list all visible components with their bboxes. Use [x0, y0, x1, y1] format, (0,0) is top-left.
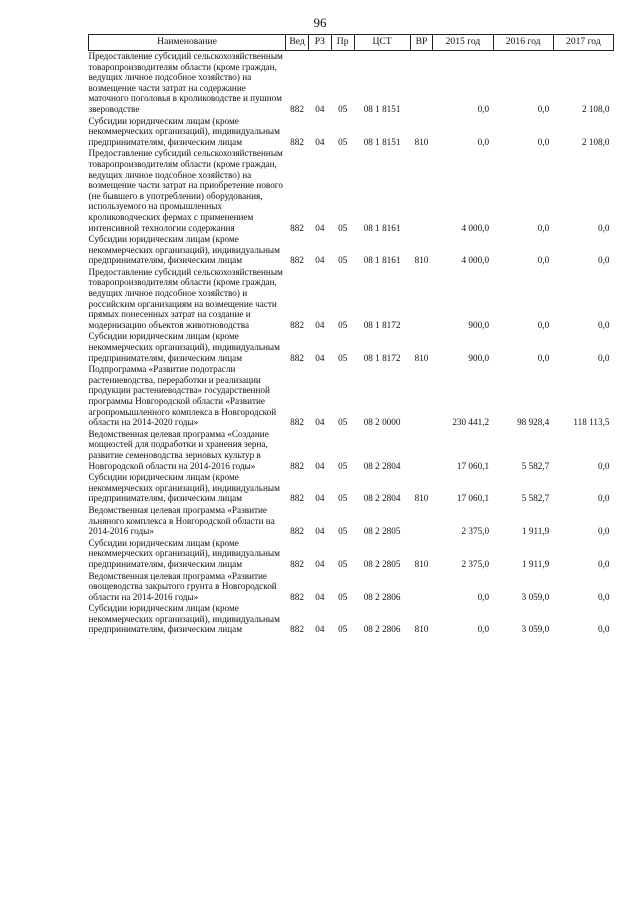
cell-vr: [410, 51, 433, 116]
header-vr: ВР: [410, 35, 433, 51]
cell-vr: 810: [414, 493, 429, 504]
cell-ved: 882: [290, 460, 304, 471]
cell-name: Подпрограмма «Развитие подотрасли растениеводства, переработки и реализации продукции растениеводства» государственной программы Новгородской области «Развитие агропромышленного комплекса в Новгородской области на 2014-2020 годы»: [88, 364, 277, 428]
cell-ved: 882: [290, 493, 304, 504]
cell-vr: 810: [414, 255, 429, 266]
cell-ved: 882: [290, 103, 304, 114]
cell-rz: 04: [315, 460, 325, 471]
cell-cst: 08 2 2806: [363, 624, 401, 635]
cell-name: Предоставление субсидий сельскохозяйственным товаропроизводителям области (кроме граждан, ведущих личное подсобное хозяйство) на возмещение части затрат на приобретение нового (не бывшего в употреблении) оборудования, используемого на промышленных кролиководческих фермах с применением интенсивной технологии содержания: [88, 148, 283, 233]
header-2015: 2015 год: [433, 35, 493, 51]
cell-2015: 4 000,0: [461, 222, 490, 233]
cell-cst: 08 2 2805: [363, 526, 401, 537]
cell-ved: 882: [290, 624, 304, 635]
cell-2016: 0,0: [537, 136, 550, 147]
cell-pr: 05: [338, 417, 348, 428]
cell-pr: 05: [338, 103, 348, 114]
table-row: [89, 148, 614, 234]
cell-name: Субсидии юридическим лицам (кроме некоммерческих организаций), индивидуальным предпринимателям, физическим лицам: [88, 537, 280, 569]
cell-2015: 0,0: [477, 591, 490, 602]
cell-2017: 0,0: [598, 558, 610, 569]
cell-2015: 900,0: [468, 352, 490, 363]
cell-2015: 17 060,1: [456, 460, 490, 471]
cell-rz: 04: [315, 493, 325, 504]
table-row: [89, 331, 614, 364]
cell-name: Субсидии юридическим лицам (кроме некоммерческих организаций), индивидуальным предпринимателям, физическим лицам: [88, 472, 280, 504]
cell-2015: 4 000,0: [461, 255, 490, 266]
cell-cst: 08 1 8151: [363, 103, 401, 114]
cell-2016: 1 911,9: [522, 526, 550, 537]
cell-2016: 5 582,7: [521, 493, 550, 504]
cell-pr: 05: [338, 136, 348, 147]
table-row: [89, 505, 614, 538]
cell-vr: [410, 571, 433, 604]
header-cst: ЦСТ: [354, 35, 410, 51]
cell-cst: 08 1 8161: [363, 255, 401, 266]
cell-cst: 08 1 8161: [363, 222, 401, 233]
cell-rz: 04: [315, 591, 325, 602]
cell-rz: 04: [315, 558, 325, 569]
cell-2015: 0,0: [477, 103, 490, 114]
cell-pr: 05: [338, 352, 348, 363]
cell-2016: 0,0: [537, 352, 550, 363]
cell-2015: 900,0: [468, 319, 490, 330]
table-row: [89, 364, 614, 429]
cell-cst: 08 1 8151: [363, 136, 401, 147]
cell-pr: 05: [338, 255, 348, 266]
cell-ved: 882: [290, 526, 304, 537]
header-pr: Пр: [331, 35, 354, 51]
cell-ved: 882: [290, 255, 304, 266]
cell-2016: 0,0: [537, 319, 550, 330]
cell-2015: 2 375,0: [461, 558, 490, 569]
cell-cst: 08 2 2805: [363, 558, 401, 569]
cell-ved: 882: [290, 558, 304, 569]
table-body: [89, 51, 614, 637]
cell-2017: 0,0: [598, 624, 610, 635]
cell-pr: 05: [338, 624, 348, 635]
cell-pr: 05: [338, 558, 348, 569]
cell-rz: 04: [315, 255, 325, 266]
cell-name: Субсидии юридическим лицам (кроме некоммерческих организаций), индивидуальным предпринимателям, физическим лицам: [88, 603, 280, 635]
cell-cst: 08 2 0000: [363, 417, 401, 428]
cell-rz: 04: [315, 417, 325, 428]
cell-name: Субсидии юридическим лицам (кроме некоммерческих организаций), индивидуальным предпринимателям, физическим лицам: [88, 234, 280, 266]
cell-vr: 810: [414, 624, 429, 635]
cell-2017: 2 108,0: [581, 136, 610, 147]
cell-rz: 04: [315, 103, 325, 114]
cell-cst: 08 2 2806: [363, 591, 401, 602]
cell-cst: 08 2 2804: [363, 493, 401, 504]
cell-pr: 05: [338, 319, 348, 330]
cell-2015: 230 441,2: [452, 417, 490, 428]
cell-2016: 0,0: [537, 222, 550, 233]
table-header-row: [89, 35, 614, 51]
cell-2015: 17 060,1: [456, 493, 490, 504]
header-ved: Вед: [286, 35, 309, 51]
header-2017: 2017 год: [553, 35, 613, 51]
cell-pr: 05: [338, 460, 348, 471]
table-row: [89, 116, 614, 149]
cell-name: Субсидии юридическим лицам (кроме некоммерческих организаций), индивидуальным предпринимателям, физическим лицам: [88, 115, 280, 147]
cell-ved: 882: [290, 591, 304, 602]
cell-vr: [410, 505, 433, 538]
cell-rz: 04: [315, 319, 325, 330]
cell-name: Ведомственная целевая программа «Развитие льняного комплекса в Новгородской области на 2014-2016 годы»: [88, 504, 275, 537]
table-row: [89, 429, 614, 472]
cell-ved: 882: [290, 222, 304, 233]
cell-rz: 04: [315, 222, 325, 233]
cell-2016: 98 928,4: [517, 417, 550, 428]
cell-vr: [410, 267, 433, 332]
cell-2017: 0,0: [598, 222, 610, 233]
cell-name: Предоставление субсидий сельскохозяйственным товаропроизводителям области (кроме граждан, ведущих личное подсобное хозяйство) и российским организациям на возмещение части прямых понесенных затрат на создание и модернизацию объектов животноводства: [88, 266, 283, 330]
cell-2016: 3 059,0: [521, 624, 550, 635]
cell-2017: 0,0: [598, 493, 610, 504]
cell-vr: 810: [414, 136, 429, 147]
cell-ved: 882: [290, 136, 304, 147]
table-row: [89, 571, 614, 604]
cell-name: Ведомственная целевая программа «Создание мощностей для подработки и хранения зерна, развитие семеноводства зерновых культур в Новгородской области на 2014-2016 годы»: [88, 428, 269, 471]
cell-2015: 0,0: [477, 624, 490, 635]
cell-rz: 04: [315, 352, 325, 363]
cell-vr: 810: [414, 558, 429, 569]
cell-pr: 05: [338, 591, 348, 602]
header-name: Наименование: [89, 35, 286, 51]
cell-name: Предоставление субсидий сельскохозяйственным товаропроизводителям области (кроме граждан, ведущих личное подсобное хозяйство) на возмещение части затрат на содержание маточного поголовья в кролиководстве и пушном звероводстве: [88, 51, 283, 114]
cell-2017: 2 108,0: [581, 103, 610, 114]
header-2016: 2016 год: [493, 35, 553, 51]
cell-vr: [410, 364, 433, 429]
cell-cst: 08 1 8172: [363, 352, 401, 363]
table-row: [89, 267, 614, 332]
cell-2016: 0,0: [537, 103, 550, 114]
cell-2016: 1 911,9: [522, 558, 550, 569]
table-row: [89, 538, 614, 571]
cell-2016: 0,0: [537, 255, 550, 266]
cell-rz: 04: [315, 624, 325, 635]
budget-table: [88, 34, 614, 636]
cell-vr: [410, 148, 433, 234]
page-number: 96: [313, 15, 327, 30]
cell-name: Субсидии юридическим лицам (кроме некоммерческих организаций), индивидуальным предпринимателям, физическим лицам: [88, 331, 280, 363]
table-row: [89, 603, 614, 636]
cell-2016: 5 582,7: [521, 460, 550, 471]
table-row: [89, 234, 614, 267]
cell-ved: 882: [290, 319, 304, 330]
cell-2017: 0,0: [598, 319, 610, 330]
cell-cst: 08 2 2804: [363, 460, 401, 471]
cell-pr: 05: [338, 526, 348, 537]
table-row: [89, 472, 614, 505]
cell-2017: 0,0: [598, 591, 610, 602]
cell-2017: 0,0: [598, 352, 610, 363]
cell-vr: [410, 429, 433, 472]
cell-vr: 810: [414, 352, 429, 363]
cell-rz: 04: [315, 526, 325, 537]
cell-2016: 3 059,0: [521, 591, 550, 602]
table-row: [89, 51, 614, 116]
cell-name: Ведомственная целевая программа «Развитие овощеводства закрытого грунта в Новгородской области на 2014-2016 годы»: [88, 570, 277, 602]
cell-ved: 882: [290, 352, 304, 363]
cell-2015: 0,0: [477, 136, 490, 147]
cell-rz: 04: [315, 136, 325, 147]
cell-pr: 05: [338, 222, 348, 233]
cell-2017: 0,0: [598, 460, 610, 471]
cell-2017: 0,0: [598, 255, 610, 266]
header-rz: РЗ: [308, 35, 331, 51]
cell-cst: 08 1 8172: [363, 319, 401, 330]
cell-2017: 0,0: [598, 526, 610, 537]
cell-ved: 882: [290, 417, 304, 428]
cell-2015: 2 375,0: [461, 526, 490, 537]
cell-pr: 05: [338, 493, 348, 504]
cell-2017: 118 113,5: [573, 417, 610, 428]
